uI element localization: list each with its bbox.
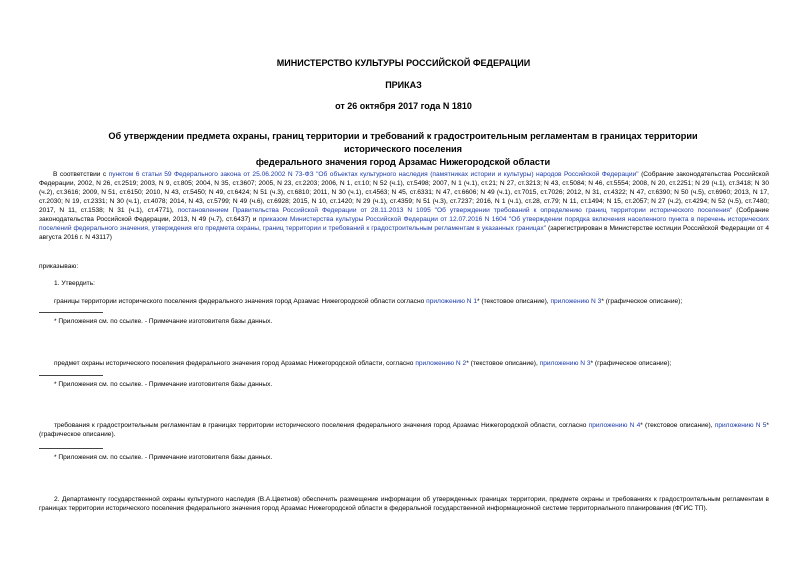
- footnote-3: * Приложения см. по ссылке. - Примечание изготовителя базы данных.: [54, 454, 273, 461]
- item-c-end: * (графическое описание).: [39, 422, 769, 438]
- item-b-mid: * (текстовое описание),: [466, 360, 540, 367]
- government-decree-link[interactable]: постановлением Правительства Российской Федерации от 28.11.2013 N 1095 "Об утверждении требований к определению границ территории исторического поселения": [177, 207, 733, 214]
- title-line-2: федерального значения город Арзамас Нижегородской области: [255, 157, 551, 167]
- ministry-order-link[interactable]: приказом Министерства культуры Российской Федерации от 12.07.2016 N 1604 "Об утверждении порядка включения населенного пункта в перечень исторических поселений федерального значения, утверждения его предмета охраны, границ территории и требований к градостроительным регламентам в указанных границах": [39, 216, 769, 232]
- preamble-text-1: В соответствии с: [53, 171, 109, 178]
- item-a-end: * (графическое описание);: [601, 298, 683, 305]
- orders-line: приказываю:: [39, 263, 79, 270]
- ministry-heading: МИНИСТЕРСТВО КУЛЬТУРЫ РОССИЙСКОЙ ФЕДЕРАЦИИ: [276, 58, 531, 68]
- item-b-end: * (графическое описание);: [590, 360, 672, 367]
- footnote-2: * Приложения см. по ссылке. - Примечание изготовителя базы данных.: [54, 381, 273, 388]
- preamble-paragraph: [39, 170, 769, 242]
- item-c-text: требования к градостроительным регламентам в границах территории исторического поселения федерального значения город Арзамас Нижегородской области, согласно: [54, 422, 589, 429]
- date-number-heading: от 26 октября 2017 года N 1810: [335, 101, 472, 111]
- appendix-2-link[interactable]: приложению N 2: [415, 360, 467, 367]
- footnote-divider: [39, 312, 103, 313]
- item-2-paragraph: 2. Департаменту государственной охраны культурного наследия (В.А.Цветнов) обеспечить размещение информации об утвержденных границах территории, предмете охраны и требованиях к градостроительным регламентам в границах территории исторического поселения федерального значения город Арзамас Нижегородской области в федеральной государственной информационной системе территориального планирования (ФГИС ТП).: [39, 496, 769, 512]
- federal-law-link[interactable]: пунктом 6 статьи 59 Федерального закона от 25.06.2002 N 73-ФЗ "Об объектах культурного наследия (памятниках истории и культуры) народов Российской Федерации": [108, 171, 639, 178]
- appendix-3-link-b[interactable]: приложению N 3: [539, 360, 591, 367]
- preamble-text-3: (Собрание законодательства Российской Федерации, 2013, N 49 (ч.7), ст.6437) и: [39, 207, 769, 223]
- appendix-1-link[interactable]: приложению N 1: [426, 298, 478, 305]
- title-line-1: Об утверждении предмета охраны, границ территории и требований к градостроительным регламентам в границах территории исторического поселения: [108, 131, 698, 154]
- preamble-text-2: (Собрание законодательства Российской Федерации, 2002, N 26, ст.2519; 2003, N 9, ст.805; 2004, N 35, ст.3607; 2005, N 23, ст.2203; 2006, N 1, ст.10; N 52 (ч.1), ст.5498; 2007, N 1 (ч.1), ст.21; N 27, ст.3213; N 43, ст.5084; N 46, ст.5554; 2008, N 20, ст.2251; N 29 (ч.1), ст.3418; N 30 (ч.2), ст.3616; 2009, N 51, ст.6150; 2010, N 43, ст.5450; N 49, ст.6424; N 51 (ч.3), ст.6810; 2011, N 30 (ч.1), ст.4563; N 45, ст.6331; N 47, ст.6606; N 49 (ч.1), ст.7015, ст.7026; 2012, N 31, ст.4322; N 47, ст.6390; N 50 (ч.5), ст.6960; 2013, N 17, ст.2030; N 19, ст.2331; N 30 (ч.1), ст.4078; 2014, N 43, ст.5799; N 49 (ч.6), ст.6928; 2015, N 10, ст.1420; N 29 (ч.1), ст.4359; N 51 (ч.3), ст.7237; 2016, N 1 (ч.1), ст.28, ст.79; N 11, ст.1494; N 15, ст.2057; N 27 (ч.2), ст.4294; N 52 (ч.5), ст.7480; 2017, N 11, ст.1538; N 31 (ч.1), ст.4771),: [39, 171, 769, 214]
- appendix-4-link[interactable]: приложению N 4: [588, 422, 641, 429]
- item-1-heading: 1. Утвердить:: [54, 280, 95, 287]
- doc-type-heading: ПРИКАЗ: [385, 80, 422, 90]
- item-a-text: границы территории исторического поселения федерального значения город Арзамас Нижегородской области согласно: [54, 298, 427, 305]
- item-a-paragraph: [54, 297, 784, 306]
- document-title: [100, 130, 706, 169]
- footnote-divider: [39, 375, 103, 376]
- item-b-text: предмет охраны исторического поселения федерального значения город Арзамас Нижегородской области, согласно: [54, 360, 416, 367]
- item-c-mid: * (текстовое описание),: [640, 422, 715, 429]
- appendix-5-link[interactable]: приложению N 5: [714, 422, 767, 429]
- footnote-1: * Приложения см. по ссылке. - Примечание изготовителя базы данных.: [54, 318, 273, 325]
- appendix-3-link[interactable]: приложению N 3: [550, 298, 602, 305]
- item-b-paragraph: [54, 359, 784, 368]
- item-a-mid: * (текстовое описание),: [477, 298, 551, 305]
- preamble-text-4: (зарегистрирован в Министерстве юстиции Российской Федерации от 4 августа 2016 г. N 43117): [39, 225, 769, 241]
- item-c-paragraph: [39, 421, 769, 439]
- footnote-divider: [39, 448, 103, 449]
